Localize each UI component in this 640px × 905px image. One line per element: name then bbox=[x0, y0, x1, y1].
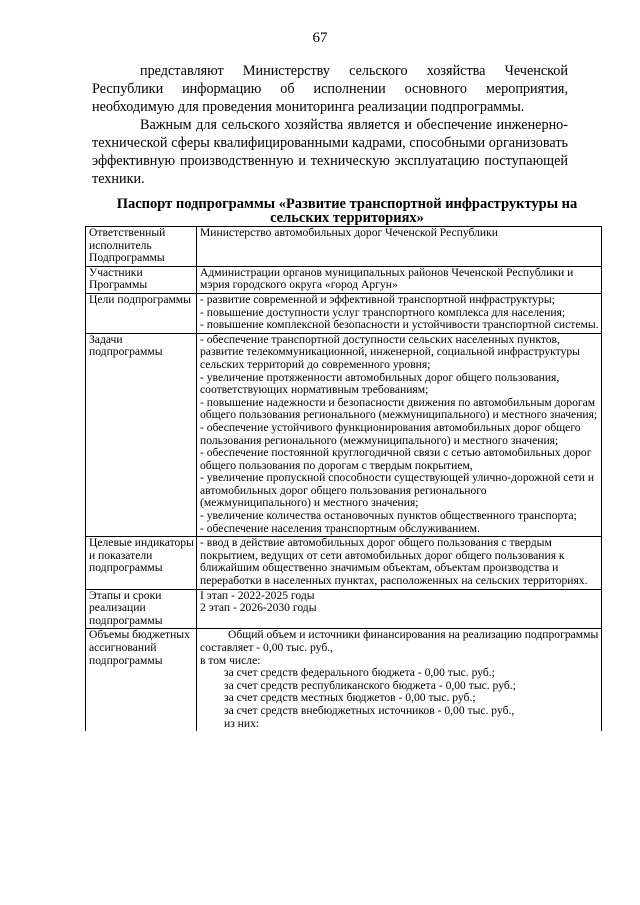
row-item: - развитие современной и эффективной транспортной инфраструктуры; bbox=[200, 292, 555, 306]
row-item: в том числе: bbox=[200, 653, 261, 667]
row-sub-item: за счет средств республиканского бюджета - 0,00 тыс. руб.; bbox=[224, 678, 516, 692]
row-content bbox=[197, 266, 602, 293]
row-item: 2 этап - 2026-2030 годы bbox=[200, 601, 317, 615]
row-item: I этап - 2022-2025 годы bbox=[200, 588, 315, 602]
row-label: Ответственный исполнитель Подпрограммы bbox=[86, 227, 197, 267]
row-item: - повышение комплексной безопасности и устойчивости транспортной системы. bbox=[200, 318, 599, 332]
row-item: - ввод в действие автомобильных дорог общего пользования с твердым покрытием, ведущих от сети автомобильных дорог общего пользования к ближайшим общественно значимым объектам, объектам производства и переработки в населенных пунктах, расположенных на сельских территориях. bbox=[200, 536, 588, 588]
row-sub-item: из них: bbox=[224, 716, 260, 730]
row-content bbox=[197, 629, 602, 731]
row-label: Объемы бюджетных ассигнований подпрограммы bbox=[86, 629, 197, 731]
intro-paragraph: представляют Министерству сельского хозяйства Чеченской Республики информацию об исполнении основного мероприятия, необходимую для проведения мониторинга реализации подпрограммы. bbox=[92, 63, 568, 115]
row-label: Участники Программы bbox=[86, 266, 197, 293]
row-item: - обеспечение населения транспортным обслуживанием. bbox=[200, 521, 480, 535]
row-item: - повышение надежности и безопасности движения по автомобильным дорогам общего пользования регионального (межмуниципального) и местного значения; bbox=[200, 395, 598, 422]
table-row bbox=[86, 589, 602, 629]
row-sub-item: за счет средств местных бюджетов - 0,00 тыс. руб.; bbox=[224, 691, 476, 705]
passport-title: Паспорт подпрограммы «Развитие транспортной инфраструктуры на сельских территориях» bbox=[116, 196, 578, 226]
row-content bbox=[197, 537, 602, 589]
row-label: Этапы и сроки реализации подпрограммы bbox=[86, 589, 197, 629]
table-row bbox=[86, 227, 602, 267]
row-label: Целевые индикаторы и показатели подпрограммы bbox=[86, 537, 197, 589]
row-item: - обеспечение транспортной доступности сельских населенных пунктов, развитие телекоммуникационной, инженерной, социальной инфраструктуры сельских территорий до современного уровня; bbox=[200, 332, 580, 371]
intro-text bbox=[92, 62, 568, 188]
row-content bbox=[197, 589, 602, 629]
row-content bbox=[197, 293, 602, 333]
row-label: Цели подпрограммы bbox=[86, 293, 197, 333]
row-item: - увеличение протяженности автомобильных дорог общего пользования, соответствующих нормативным требованиям; bbox=[200, 370, 560, 397]
passport-table bbox=[85, 226, 602, 731]
row-intro: Общий объем и источники финансирования на реализацию подпрограммы составляет - 0,00 тыс. руб., bbox=[200, 628, 599, 654]
row-sub-item: за счет средств внебюджетных источников - 0,00 тыс. руб., bbox=[224, 703, 515, 717]
row-label: Задачи подпрограммы bbox=[86, 333, 197, 537]
row-item: Администрации органов муниципальных районов Чеченской Республики и мэрия городского округа «город Аргун» bbox=[200, 265, 574, 292]
row-content bbox=[197, 227, 602, 267]
row-item: - обеспечение устойчивого функционирования автомобильных дорог общего пользования регионального (межмуниципального) и местного значения; bbox=[200, 420, 581, 447]
table-row bbox=[86, 293, 602, 333]
row-item: - обеспечение постоянной круглогодичной связи с сетью автомобильных дорог общего пользования по дорогам с твердым покрытием, bbox=[200, 446, 592, 472]
row-item: - повышение доступности услуг транспортного комплекса для населения; bbox=[200, 305, 566, 319]
row-item: - увеличение пропускной способности существующей улично-дорожной сети и автомобильных дорог общего пользования регионального (межмуниципального) и местного значения; bbox=[200, 471, 595, 510]
table-row bbox=[86, 266, 602, 293]
table-row bbox=[86, 629, 602, 731]
row-item: - увеличение количества остановочных пунктов общественного транспорта; bbox=[200, 509, 577, 523]
table-row bbox=[86, 537, 602, 589]
row-content bbox=[197, 333, 602, 537]
row-item: Министерство автомобильных дорог Чеченской Республики bbox=[200, 226, 498, 239]
table-row bbox=[86, 333, 602, 537]
intro-paragraph: Важным для сельского хозяйства является и обеспечение инженерно-технической сферы квалифицированными кадрами, способными организовать эффективную производственную и техническую эксплуатацию поступающей техники. bbox=[92, 117, 568, 187]
row-sub-item: за счет средств федерального бюджета - 0,00 тыс. руб.; bbox=[224, 666, 495, 680]
page-number: 67 bbox=[312, 30, 328, 46]
